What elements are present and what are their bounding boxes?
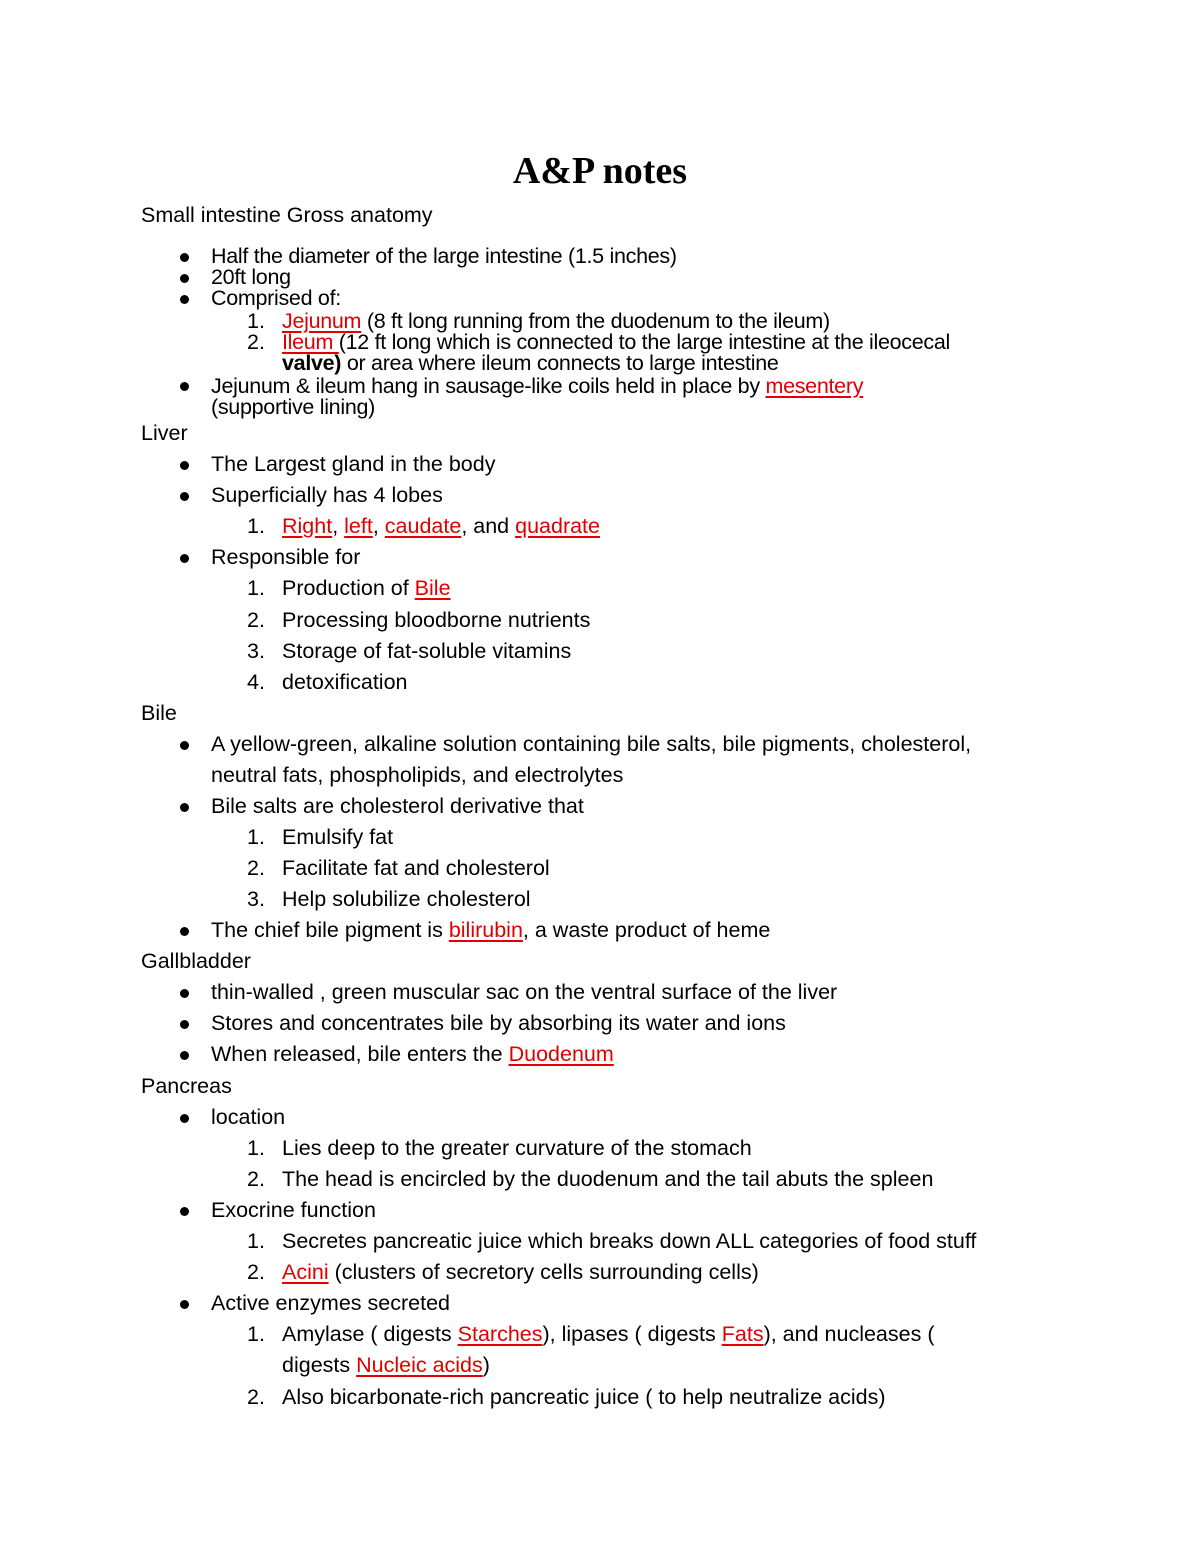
list-item: Amylase ( digests Starches), lipases ( digests Fats), and nucleases ( [282, 1322, 935, 1346]
list-number: 2. [247, 1167, 265, 1191]
bullet-icon [180, 989, 189, 998]
term-link[interactable]: caudate [384, 514, 462, 538]
section-heading-liver: Liver [141, 421, 188, 445]
bullet-icon [180, 927, 189, 936]
list-item: Superficially has 4 lobes [211, 483, 443, 507]
list-number: 1. [247, 309, 265, 333]
list-number: 1. [247, 514, 265, 538]
list-item: Jejunum (8 ft long running from the duodenum to the ileum) [282, 309, 830, 333]
list-number: 1. [247, 1136, 265, 1160]
list-number: 2. [247, 1385, 265, 1409]
list-item: Ileum (12 ft long which is connected to the large intestine at the ileocecal [282, 330, 950, 354]
term-link[interactable]: left [344, 514, 373, 538]
term-link[interactable]: Acini [282, 1260, 329, 1284]
section-heading-bile: Bile [141, 701, 177, 725]
bullet-icon [180, 1114, 189, 1123]
list-item: When released, bile enters the Duodenum [211, 1042, 614, 1066]
list-number: 1. [247, 576, 265, 600]
bullet-icon [180, 382, 189, 391]
list-item: Help solubilize cholesterol [282, 887, 531, 911]
list-item: detoxification [282, 670, 408, 694]
bullet-icon [180, 803, 189, 812]
list-item: Emulsify fat [282, 825, 394, 849]
term-link[interactable]: bilirubin [448, 918, 523, 942]
list-number: 2. [247, 856, 265, 880]
term-link[interactable]: Bile [414, 576, 451, 600]
term-link[interactable]: mesentery [765, 374, 864, 398]
list-item: Acini (clusters of secretory cells surrounding cells) [282, 1260, 759, 1284]
section-heading-pancreas: Pancreas [141, 1074, 232, 1098]
page-title: A&P notes [512, 150, 688, 192]
list-number: 1. [247, 1229, 265, 1253]
bullet-icon [180, 274, 189, 283]
list-item: thin-walled , green muscular sac on the ventral surface of the liver [211, 980, 838, 1004]
bullet-icon [180, 1300, 189, 1309]
list-item: Secretes pancreatic juice which breaks down ALL categories of food stuff [282, 1229, 977, 1253]
list-number: 3. [247, 639, 265, 663]
list-item: Jejunum & ileum hang in sausage-like coils held in place by mesentery [211, 374, 864, 398]
list-item: Production of Bile [282, 576, 451, 600]
list-number: 1. [247, 1322, 265, 1346]
list-item: The head is encircled by the duodenum and the tail abuts the spleen [282, 1167, 934, 1191]
bullet-icon [180, 1051, 189, 1060]
term-link[interactable]: Ileum [282, 330, 339, 354]
list-item-continuation: neutral fats, phospholipids, and electrolytes [211, 763, 624, 787]
list-item: Storage of fat-soluble vitamins [282, 639, 572, 663]
bullet-icon [180, 554, 189, 563]
list-item: The Largest gland in the body [211, 452, 496, 476]
bullet-icon [180, 253, 189, 262]
list-item: Processing bloodborne nutrients [282, 608, 591, 632]
list-item: Facilitate fat and cholesterol [282, 856, 550, 880]
list-item-continuation: (supportive lining) [211, 395, 375, 419]
bullet-icon [180, 461, 189, 470]
list-number: 1. [247, 825, 265, 849]
list-item: Bile salts are cholesterol derivative that [211, 794, 584, 818]
term-link[interactable]: Starches [457, 1322, 543, 1346]
list-number: 2. [247, 1260, 265, 1284]
list-item-continuation: valve) or area where ileum connects to large intestine [282, 351, 779, 375]
list-item: Exocrine function [211, 1198, 376, 1222]
list-item: Responsible for [211, 545, 361, 569]
list-item: The chief bile pigment is bilirubin, a waste product of heme [211, 918, 771, 942]
term-link[interactable]: Right [282, 514, 333, 538]
list-item: A yellow-green, alkaline solution containing bile salts, bile pigments, cholesterol, [211, 732, 972, 756]
list-item-continuation: digests Nucleic acids) [282, 1353, 490, 1377]
list-item: Right, left, caudate, and quadrate [282, 514, 600, 538]
list-number: 4. [247, 670, 265, 694]
list-item: 20ft long [211, 265, 291, 289]
bullet-icon [180, 1207, 189, 1216]
section-heading-small-intestine: Small intestine Gross anatomy [141, 203, 433, 227]
list-item: location [211, 1105, 286, 1129]
term-link[interactable]: Jejunum [282, 309, 362, 333]
term-link[interactable]: Nucleic acids [356, 1353, 483, 1377]
list-item: Stores and concentrates bile by absorbing its water and ions [211, 1011, 786, 1035]
term-link[interactable]: quadrate [515, 514, 600, 538]
list-number: 3. [247, 887, 265, 911]
list-item: Half the diameter of the large intestine (1.5 inches) [211, 244, 677, 268]
list-item: Also bicarbonate-rich pancreatic juice ( to help neutralize acids) [282, 1385, 886, 1409]
bullet-icon [180, 741, 189, 750]
bullet-icon [180, 295, 189, 304]
term-link[interactable]: Fats [721, 1322, 764, 1346]
bullet-icon [180, 1020, 189, 1029]
list-item: Lies deep to the greater curvature of the stomach [282, 1136, 752, 1160]
list-number: 2. [247, 608, 265, 632]
list-number: 2. [247, 330, 265, 354]
list-item: Active enzymes secreted [211, 1291, 450, 1315]
section-heading-gallbladder: Gallbladder [141, 949, 251, 973]
term-link[interactable]: Duodenum [508, 1042, 614, 1066]
bullet-icon [180, 492, 189, 501]
list-item: Comprised of: [211, 286, 341, 310]
